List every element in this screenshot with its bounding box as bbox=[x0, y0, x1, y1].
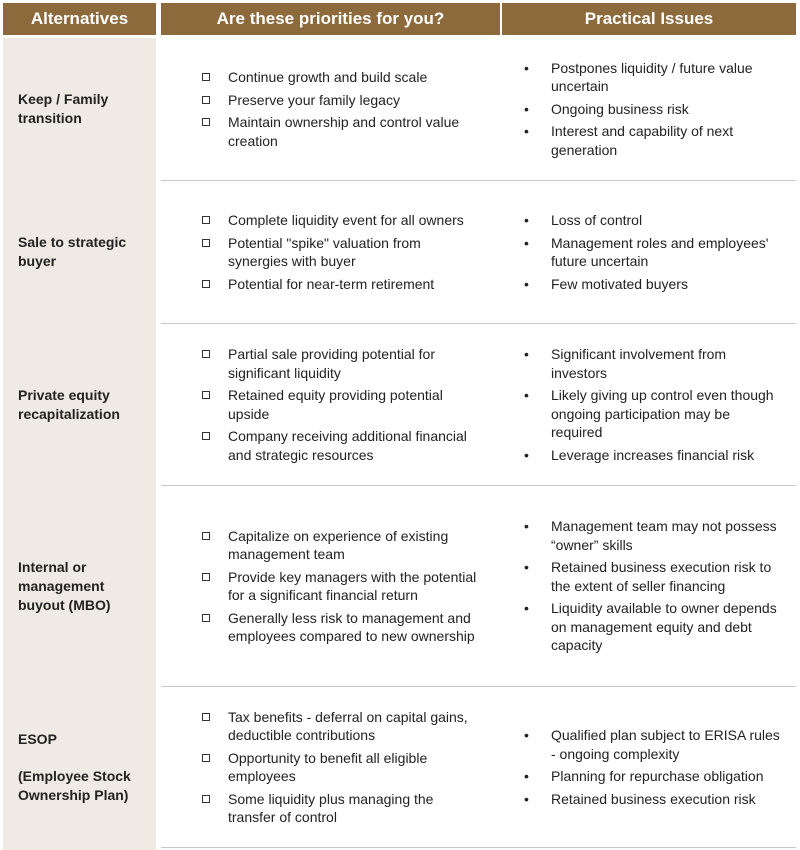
header-practical-issues: Practical Issues bbox=[502, 3, 796, 35]
bullet-icon: • bbox=[524, 790, 529, 807]
checkbox-square-icon bbox=[202, 96, 210, 104]
priority-item: Tax benefits - deferral on capital gains, deductible contributions bbox=[202, 708, 482, 745]
checkbox-square-icon bbox=[202, 391, 210, 399]
alternative-label bbox=[18, 181, 148, 323]
issue-item: • Management roles and employees' future uncertain bbox=[524, 234, 769, 269]
alternative-label bbox=[18, 687, 148, 847]
priority-item: Retained equity providing potential upside bbox=[202, 386, 482, 423]
priorities-list bbox=[202, 38, 482, 180]
bullet-icon: • bbox=[524, 234, 529, 251]
checkbox-square-icon bbox=[202, 432, 210, 440]
issue-item: • Few motivated buyers bbox=[524, 275, 688, 292]
issue-item: • Postpones liquidity / future value uncertain bbox=[524, 59, 753, 95]
priority-item: Potential "spike" valuation from synergies with buyer bbox=[202, 234, 482, 271]
priority-item: Company receiving additional financial and strategic resources bbox=[202, 427, 482, 464]
priorities-list bbox=[202, 324, 482, 485]
issue-item: • Leverage increases financial risk bbox=[524, 446, 755, 463]
bullet-icon: • bbox=[524, 559, 529, 576]
checkbox-square-icon bbox=[202, 239, 210, 247]
priority-item: Complete liquidity event for all owners bbox=[202, 211, 482, 230]
priorities-list bbox=[202, 687, 482, 847]
priority-item: Preserve your family legacy bbox=[202, 91, 482, 110]
issue-item: • Likely giving up control even though ongoing participation may be required bbox=[524, 387, 774, 440]
issue-item: • Significant involvement from investors bbox=[524, 346, 727, 381]
issue-item: • Qualified plan subject to ERISA rules - ongoing complexity bbox=[524, 727, 780, 762]
alternative-label bbox=[18, 38, 148, 180]
priority-item: Generally less risk to management and employees compared to new ownership bbox=[202, 609, 482, 646]
issue-item: • Ongoing business risk bbox=[524, 100, 689, 117]
issues-list bbox=[522, 324, 782, 485]
bullet-icon: • bbox=[524, 212, 529, 228]
checkbox-square-icon bbox=[202, 118, 210, 126]
header-priorities: Are these priorities for you? bbox=[161, 3, 500, 35]
priority-item: Opportunity to benefit all eligible employees bbox=[202, 749, 482, 786]
alternative-subtitle: (Employee Stock Ownership Plan) bbox=[18, 767, 131, 803]
bullet-icon: • bbox=[524, 600, 529, 617]
alternative-label bbox=[18, 324, 148, 485]
bullet-icon: • bbox=[524, 387, 529, 403]
issue-item: • Interest and capability of next generation bbox=[524, 123, 734, 158]
checkbox-square-icon bbox=[202, 754, 210, 762]
checkbox-square-icon bbox=[202, 216, 210, 224]
bullet-icon: • bbox=[524, 275, 529, 292]
bullet-icon: • bbox=[524, 446, 529, 463]
issue-item: • Loss of control bbox=[524, 212, 643, 228]
issue-item: • Retained business execution risk to the extent of seller financing bbox=[524, 559, 772, 594]
alternative-name: Internal or management buyout (MBO) bbox=[18, 558, 111, 613]
priorities-list bbox=[202, 486, 482, 686]
priority-item: Potential for near-term retirement bbox=[202, 275, 482, 294]
bullet-icon: • bbox=[524, 518, 529, 535]
bullet-icon: • bbox=[524, 346, 529, 362]
checkbox-square-icon bbox=[202, 713, 210, 721]
priority-item: Provide key managers with the potential for a significant financial return bbox=[202, 568, 482, 605]
header-alternatives: Alternatives bbox=[3, 3, 156, 35]
issues-list bbox=[522, 181, 782, 323]
priority-item: Some liquidity plus managing the transfer of control bbox=[202, 790, 482, 827]
issues-list bbox=[522, 38, 782, 180]
alternative-label bbox=[18, 486, 148, 686]
checkbox-square-icon bbox=[202, 573, 210, 581]
checkbox-square-icon bbox=[202, 350, 210, 358]
priority-item: Partial sale providing potential for significant liquidity bbox=[202, 345, 482, 382]
checkbox-square-icon bbox=[202, 280, 210, 288]
priority-item: Maintain ownership and control value creation bbox=[202, 113, 482, 150]
bullet-icon: • bbox=[524, 100, 529, 117]
issue-item: • Management team may not possess “owner” skills bbox=[524, 518, 777, 553]
alternative-name: ESOP bbox=[18, 730, 57, 747]
row-divider bbox=[161, 847, 796, 848]
checkbox-square-icon bbox=[202, 614, 210, 622]
priorities-list bbox=[202, 181, 482, 323]
issue-item: • Planning for repurchase obligation bbox=[524, 768, 764, 784]
alternative-name: Keep / Family transition bbox=[18, 91, 109, 126]
issues-list bbox=[522, 486, 782, 686]
bullet-icon: • bbox=[524, 768, 529, 784]
checkbox-square-icon bbox=[202, 532, 210, 540]
priority-item: Continue growth and build scale bbox=[202, 68, 482, 87]
issues-list bbox=[522, 687, 782, 847]
priority-item: Capitalize on experience of existing management team bbox=[202, 527, 482, 564]
alternative-name: Private equity recapitalization bbox=[18, 386, 120, 422]
checkbox-square-icon bbox=[202, 73, 210, 81]
bullet-icon: • bbox=[524, 59, 529, 76]
issue-item: • Liquidity available to owner depends on management equity and debt capacity bbox=[524, 600, 777, 654]
bullet-icon: • bbox=[524, 727, 529, 743]
checkbox-square-icon bbox=[202, 795, 210, 803]
issue-item: • Retained business execution risk bbox=[524, 790, 756, 807]
bullet-icon: • bbox=[524, 123, 529, 140]
alternative-name: Sale to strategic buyer bbox=[18, 234, 127, 269]
